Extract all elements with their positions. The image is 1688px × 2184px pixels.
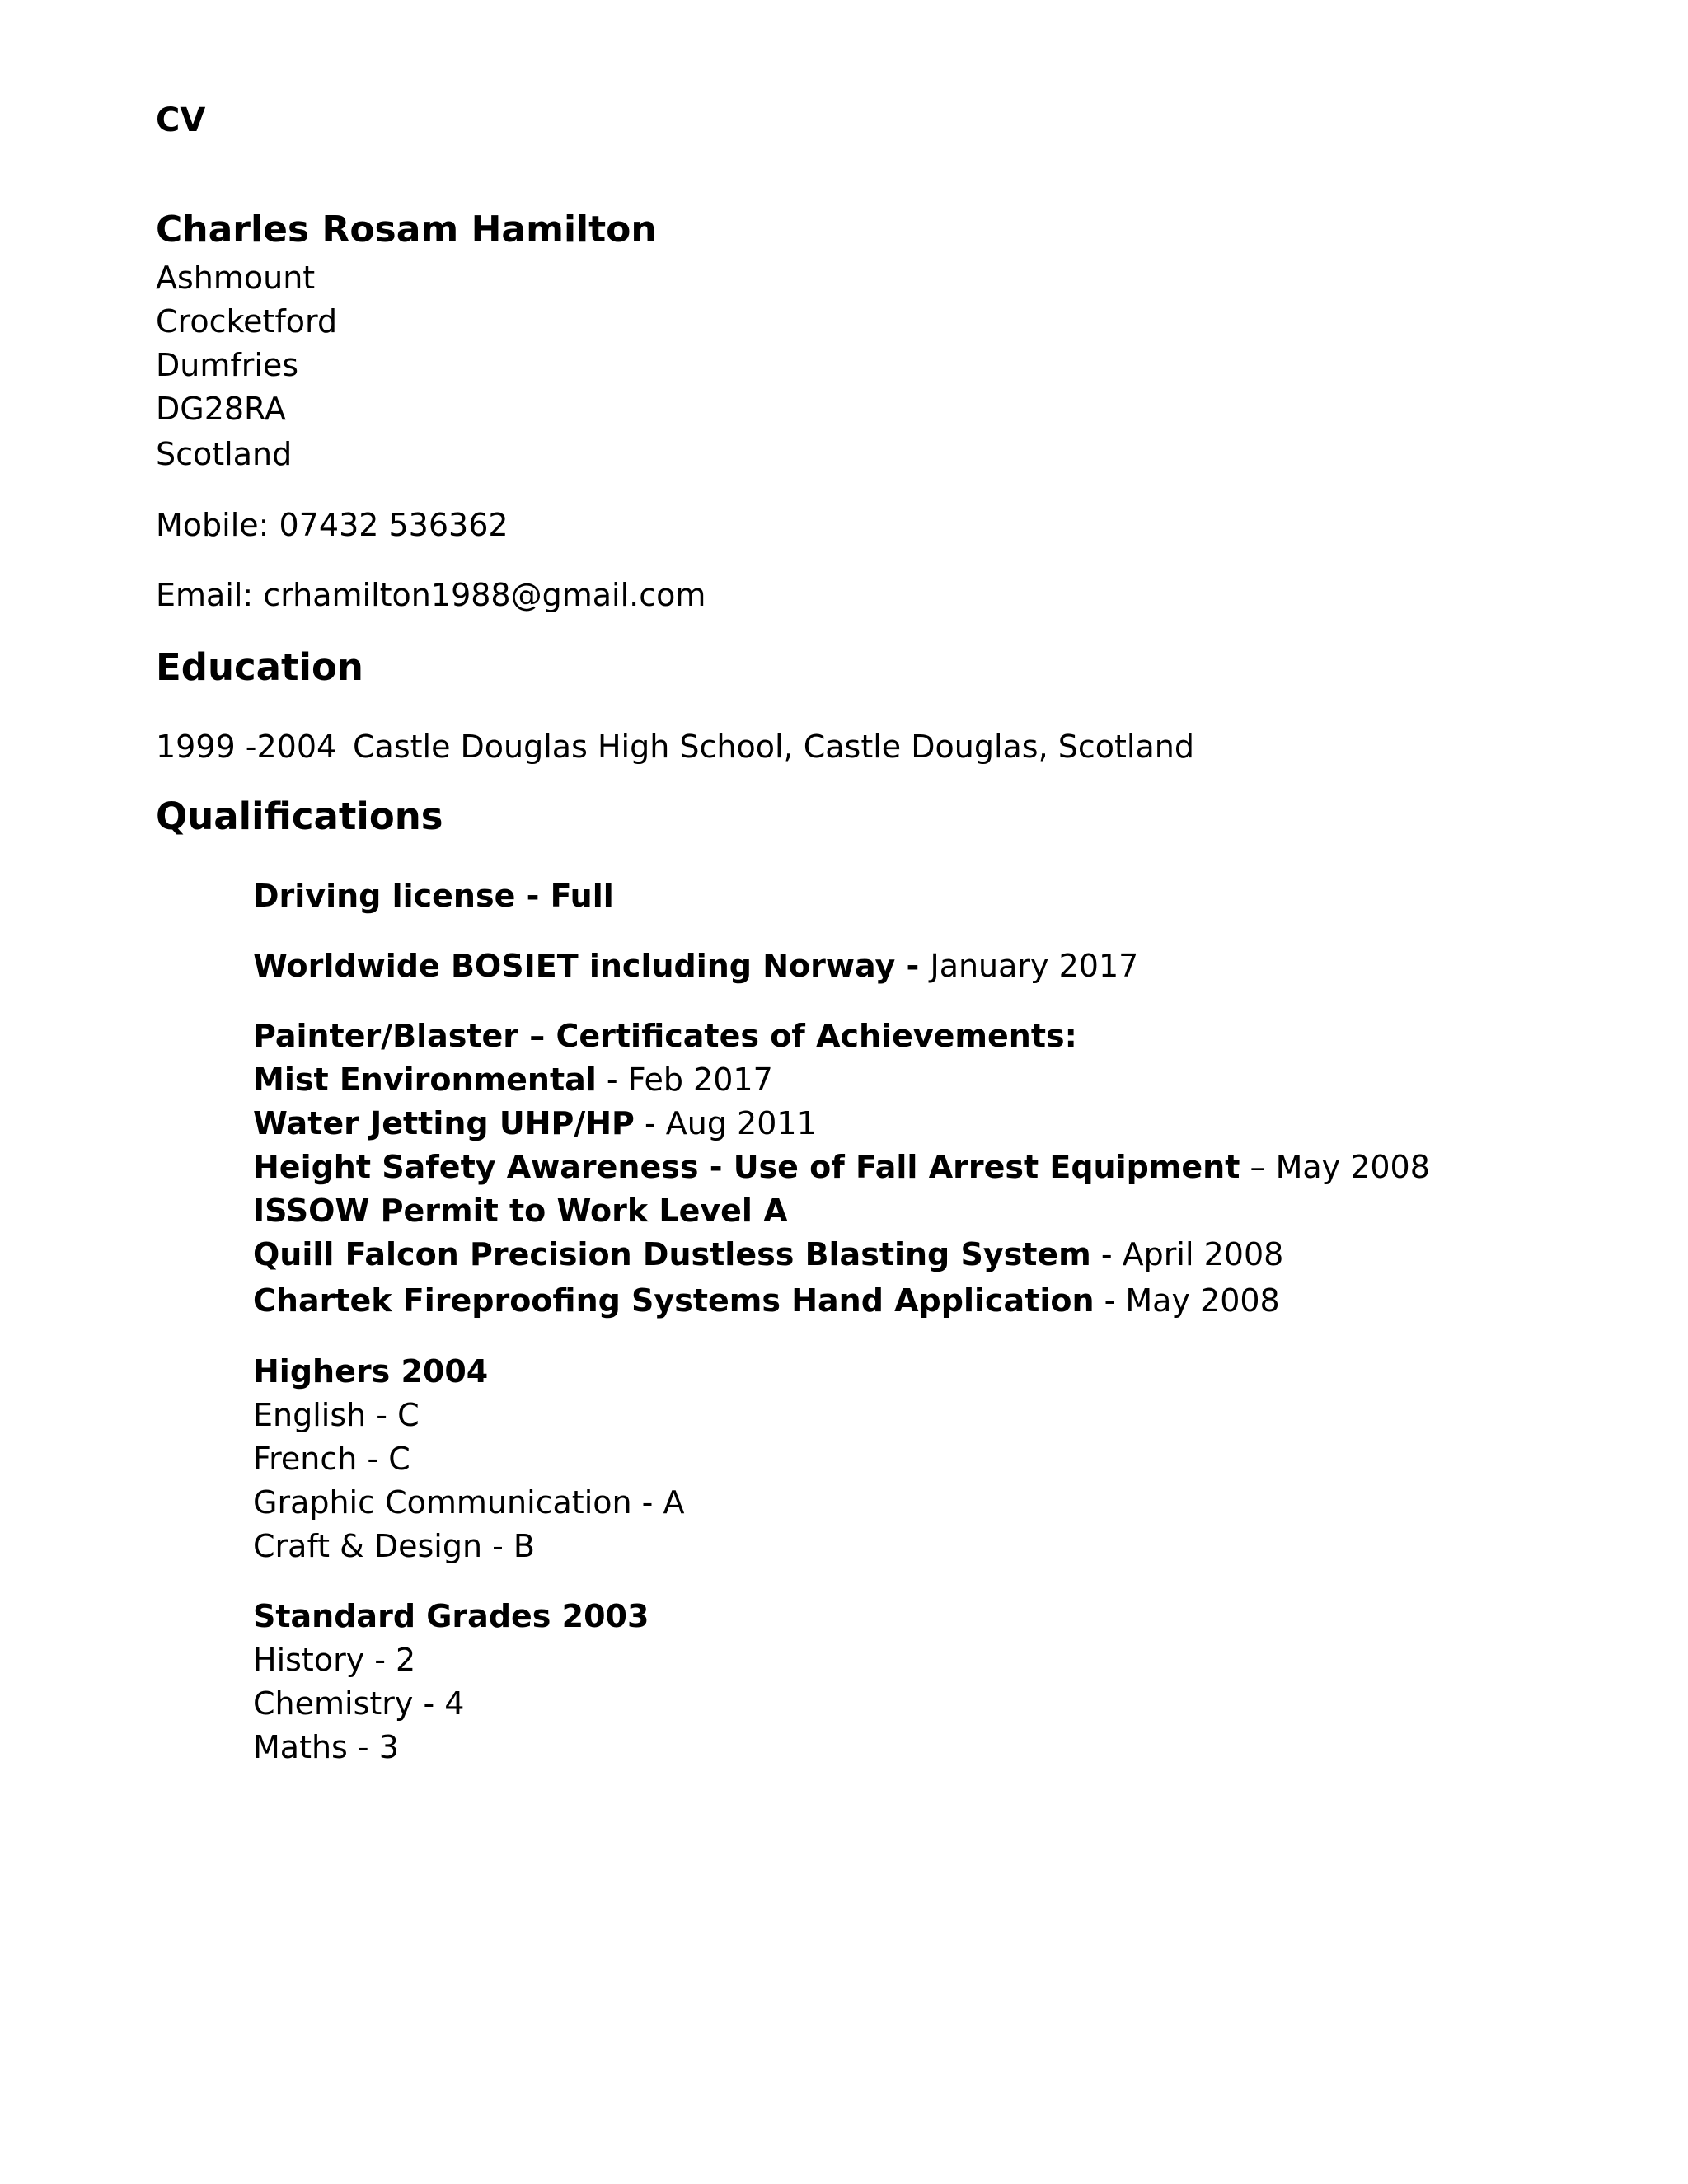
certificate-item	[253, 1062, 773, 1098]
certificate-separator: -	[1094, 1282, 1126, 1319]
certificate-separator: -	[596, 1062, 628, 1098]
address-line: Crocketford	[156, 303, 338, 340]
standard-grades-item: History - 2	[253, 1642, 416, 1678]
certificate-date: April 2008	[1122, 1236, 1284, 1272]
address-line: Scotland	[156, 436, 293, 472]
certificate-separator: -	[1090, 1236, 1123, 1272]
standard-grades-heading: Standard Grades 2003	[253, 1598, 649, 1634]
education-years: 1999 -2004	[156, 729, 337, 765]
certificate-separator: -	[634, 1105, 666, 1141]
highers-item: Craft & Design - B	[253, 1528, 535, 1564]
highers-heading: Highers 2004	[253, 1353, 489, 1390]
certificate-date: Aug 2011	[665, 1105, 817, 1141]
document-title: CV	[156, 101, 206, 139]
highers-item: Graphic Communication - A	[253, 1484, 685, 1521]
certificate-name: Chartek Fireproofing Systems Hand Application	[253, 1282, 1095, 1319]
address-line: DG28RA	[156, 391, 286, 427]
certificate-date: May 2008	[1275, 1149, 1430, 1185]
certificate-name: Quill Falcon Precision Dustless Blasting System	[253, 1236, 1091, 1272]
certificate-item	[253, 1105, 817, 1141]
education-school: Castle Douglas High School, Castle Douglas, Scotland	[353, 729, 1194, 765]
certificate-name: ISSOW Permit to Work Level A	[253, 1193, 788, 1229]
highers-item: French - C	[253, 1441, 410, 1477]
certificate-name: Height Safety Awareness - Use of Fall Arrest Equipment	[253, 1149, 1240, 1185]
address-line: Dumfries	[156, 347, 299, 383]
address-line: Ashmount	[156, 260, 316, 296]
education-heading: Education	[156, 645, 363, 689]
email-address: Email: crhamilton1988@gmail.com	[156, 577, 706, 613]
standard-grades-item: Maths - 3	[253, 1729, 399, 1765]
standard-grades-item: Chemistry - 4	[253, 1685, 465, 1722]
certificate-date: May 2008	[1125, 1282, 1280, 1319]
bosiet-qualification	[253, 950, 1138, 982]
certificate-item	[253, 1193, 788, 1229]
driving-license: Driving license - Full	[253, 878, 614, 914]
certificate-separator: –	[1240, 1149, 1276, 1185]
painter-blaster-heading: Painter/Blaster – Certificates of Achievements:	[253, 1018, 1077, 1054]
candidate-name: Charles Rosam Hamilton	[156, 209, 657, 251]
highers-item: English - C	[253, 1397, 420, 1433]
certificate-name: Water Jetting UHP/HP	[253, 1105, 635, 1141]
certificate-date: Feb 2017	[627, 1062, 773, 1098]
certificate-name: Mist Environmental	[253, 1062, 597, 1098]
certificate-item	[253, 1282, 1280, 1319]
qualifications-heading: Qualifications	[156, 794, 443, 838]
bosiet-date: January 2017	[930, 948, 1139, 984]
certificate-item	[253, 1236, 1284, 1272]
certificate-item	[253, 1151, 1430, 1183]
mobile-number: Mobile: 07432 536362	[156, 507, 509, 543]
bosiet-label: Worldwide BOSIET including Norway -	[253, 948, 931, 984]
